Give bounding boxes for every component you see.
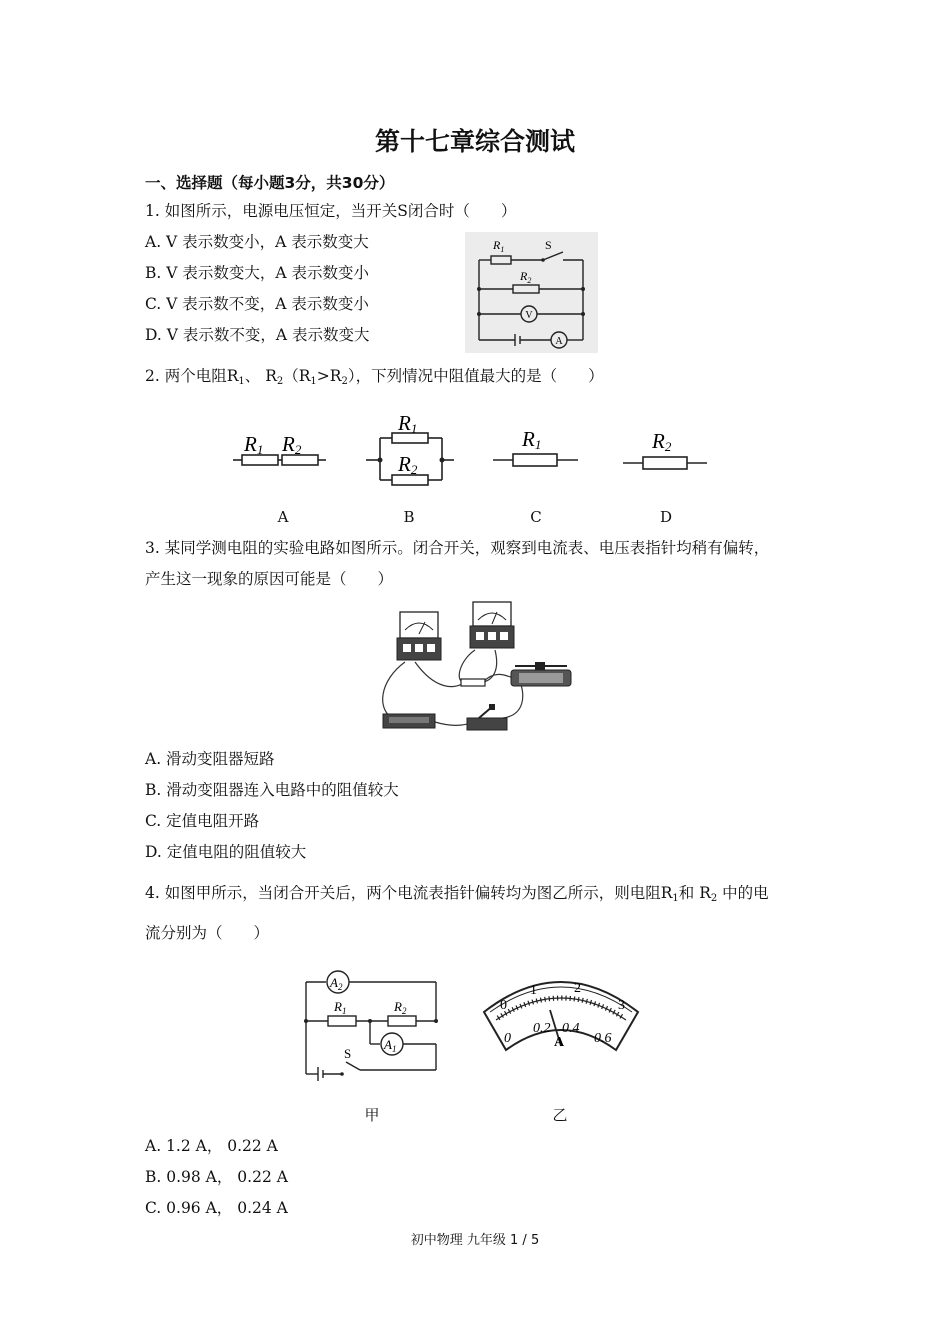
q2-label-d: D <box>659 508 673 526</box>
q1-fig-voltmeter-label: V <box>525 310 533 321</box>
q4-option-b: B. 0.98 A， 0.22 A <box>145 1168 288 1186</box>
q1-stem: 1. 如图所示，电源电压恒定，当开关S闭合时（ ） <box>145 202 517 220</box>
q4-fig-r2-sub: 2 <box>401 1006 407 1016</box>
q4-option-c: C. 0.96 A， 0.24 A <box>145 1199 288 1217</box>
q2-sub: 2 <box>276 376 284 387</box>
q3-stem-line1: 3. 某同学测电阻的实验电路如图所示。闭合开关，观察到电流表、电压表指针均稍有偏转， <box>145 539 770 557</box>
q1-circuit-diagram <box>465 232 598 353</box>
q4-fig-r1-sub: 1 <box>341 1006 347 1016</box>
q1-fig-r1-sub: 1 <box>500 245 505 254</box>
q2-label-c: C <box>530 508 542 526</box>
q2-stem-part: 、 R <box>244 367 277 385</box>
dial-bottom-1: 0.2 <box>533 1021 551 1036</box>
q2-fig-a-r1-sub: 1 <box>256 442 264 457</box>
q2-stem-part: （R <box>283 367 311 385</box>
q2-sub: 1 <box>310 376 317 387</box>
q2-label-a: A <box>277 508 289 526</box>
q1-fig-r2-sub: 2 <box>527 276 532 285</box>
dial-top-3: 3 <box>618 998 625 1013</box>
q3-apparatus-photo <box>375 600 575 735</box>
q4-option-a: A. 1.2 A， 0.22 A <box>145 1137 278 1155</box>
q1-fig-r1-label: R <box>493 238 501 252</box>
dial-unit: A <box>554 1035 565 1050</box>
q1-option-a: A. V 表示数变小，A 表示数变大 <box>145 233 369 251</box>
q4-label-jia: 甲 <box>364 1106 380 1124</box>
svg-text:R2 <box>651 429 672 454</box>
knife-switch <box>467 704 507 730</box>
q2-fig-b-r1-sub: 1 <box>410 421 418 436</box>
q2-label-b: B <box>403 508 415 526</box>
svg-text:R2 <box>281 432 302 457</box>
q1-option-c: C. V 表示数不变，A 表示数变小 <box>145 295 369 313</box>
q1-fig-ammeter-label: A <box>555 336 563 347</box>
q3-option-d: D. 定值电阻的阻值较大 <box>145 843 307 861</box>
page-footer: 初中物理 九年级 1 / 5 <box>410 1233 540 1248</box>
svg-text:R2 <box>397 452 418 477</box>
q3-stem-line2: 产生这一现象的原因可能是（ ） <box>145 570 394 588</box>
dial-top-0: 0 <box>500 998 507 1013</box>
q2-fig-b-r2: R <box>398 452 411 476</box>
svg-text:R1 <box>333 999 346 1016</box>
q4-stem-part: 中的电 <box>717 884 769 902</box>
section-heading: 一、选择题（每小题3分，共30分） <box>145 174 395 192</box>
q4-label-yi: 乙 <box>552 1106 568 1124</box>
q3-option-a: A. 滑动变阻器短路 <box>145 750 275 768</box>
q2-sub: 2 <box>341 376 348 387</box>
dial-top-2: 2 <box>574 981 581 996</box>
page-title: 第十七章综合测试 <box>374 127 575 156</box>
q2-stem <box>145 366 604 392</box>
rheostat-device <box>511 662 571 686</box>
q3-option-b: B. 滑动变阻器连入电路中的阻值较大 <box>145 781 399 799</box>
q4-fig-r1-label: R <box>334 999 342 1014</box>
q4-stem-part: 4. 如图甲所示，当闭合开关后，两个电流表指针偏转均为图乙所示，则电阻R <box>145 884 673 902</box>
dial-bottom-3: 0.6 <box>594 1031 612 1046</box>
dial-bottom-0: 0 <box>504 1031 511 1046</box>
svg-text:A1 <box>383 1037 396 1054</box>
q2-fig-a-r2: R <box>282 432 295 456</box>
q2-fig-d-r2-sub: 2 <box>664 439 672 454</box>
q1-option-b: B. V 表示数变大，A 表示数变小 <box>145 264 369 282</box>
ammeter-device <box>397 612 441 660</box>
q4-fig-r2-label: R <box>394 999 402 1014</box>
q4-stem-part: 和 R <box>678 884 711 902</box>
q4-fig-a2-sub: 2 <box>337 982 343 992</box>
q2-stem-part: ），下列情况中阻值最大的是（ ） <box>347 367 604 385</box>
q2-fig-d-r2: R <box>652 429 665 453</box>
svg-text:R1 <box>521 427 541 452</box>
q2-stem-part: 2. 两个电阻R <box>145 367 239 385</box>
q4-circuit-diagram-jia <box>302 966 442 1084</box>
dial-top-1: 1 <box>530 983 537 998</box>
q4-fig-switch-label: S <box>344 1046 352 1061</box>
svg-text:R1 <box>243 432 263 457</box>
q4-sub: 1 <box>672 893 679 904</box>
q2-fig-a-r2-sub: 2 <box>294 442 302 457</box>
q2-fig-a-r1: R <box>244 432 257 456</box>
q1-fig-switch-label: S <box>545 238 552 252</box>
q2-fig-b-r1: R <box>398 411 411 435</box>
q2-fig-c-r1: R <box>522 427 535 451</box>
q4-stem-line1 <box>145 883 769 909</box>
q4-fig-a1-label: A <box>384 1037 392 1052</box>
q2-fig-b-r2-sub: 2 <box>410 462 418 477</box>
q2-sub: 1 <box>238 376 245 387</box>
voltmeter-device <box>470 602 514 648</box>
q4-stem-line2: 流分别为（ ） <box>145 924 270 942</box>
dial-bottom-2: 0.4 <box>562 1021 580 1036</box>
battery-box <box>383 714 435 728</box>
q1-option-d: D. V 表示数不变，A 表示数变大 <box>145 326 370 344</box>
svg-text:A2 <box>329 975 343 992</box>
q4-sub: 2 <box>710 893 718 904</box>
q4-fig-a1-sub: 1 <box>391 1044 397 1054</box>
q4-ammeter-dial-yi <box>478 970 644 1054</box>
q1-fig-r2-label: R <box>520 269 528 283</box>
fixed-resistor <box>461 679 485 686</box>
q2-stem-part: >R <box>316 367 342 385</box>
q2-resistor-figures <box>230 410 710 490</box>
q4-fig-a2-label: A <box>330 975 338 990</box>
svg-text:R2 <box>393 999 407 1016</box>
q3-option-c: C. 定值电阻开路 <box>145 812 260 830</box>
q2-fig-c-r1-sub: 1 <box>534 437 542 452</box>
svg-text:R1 <box>397 411 417 436</box>
